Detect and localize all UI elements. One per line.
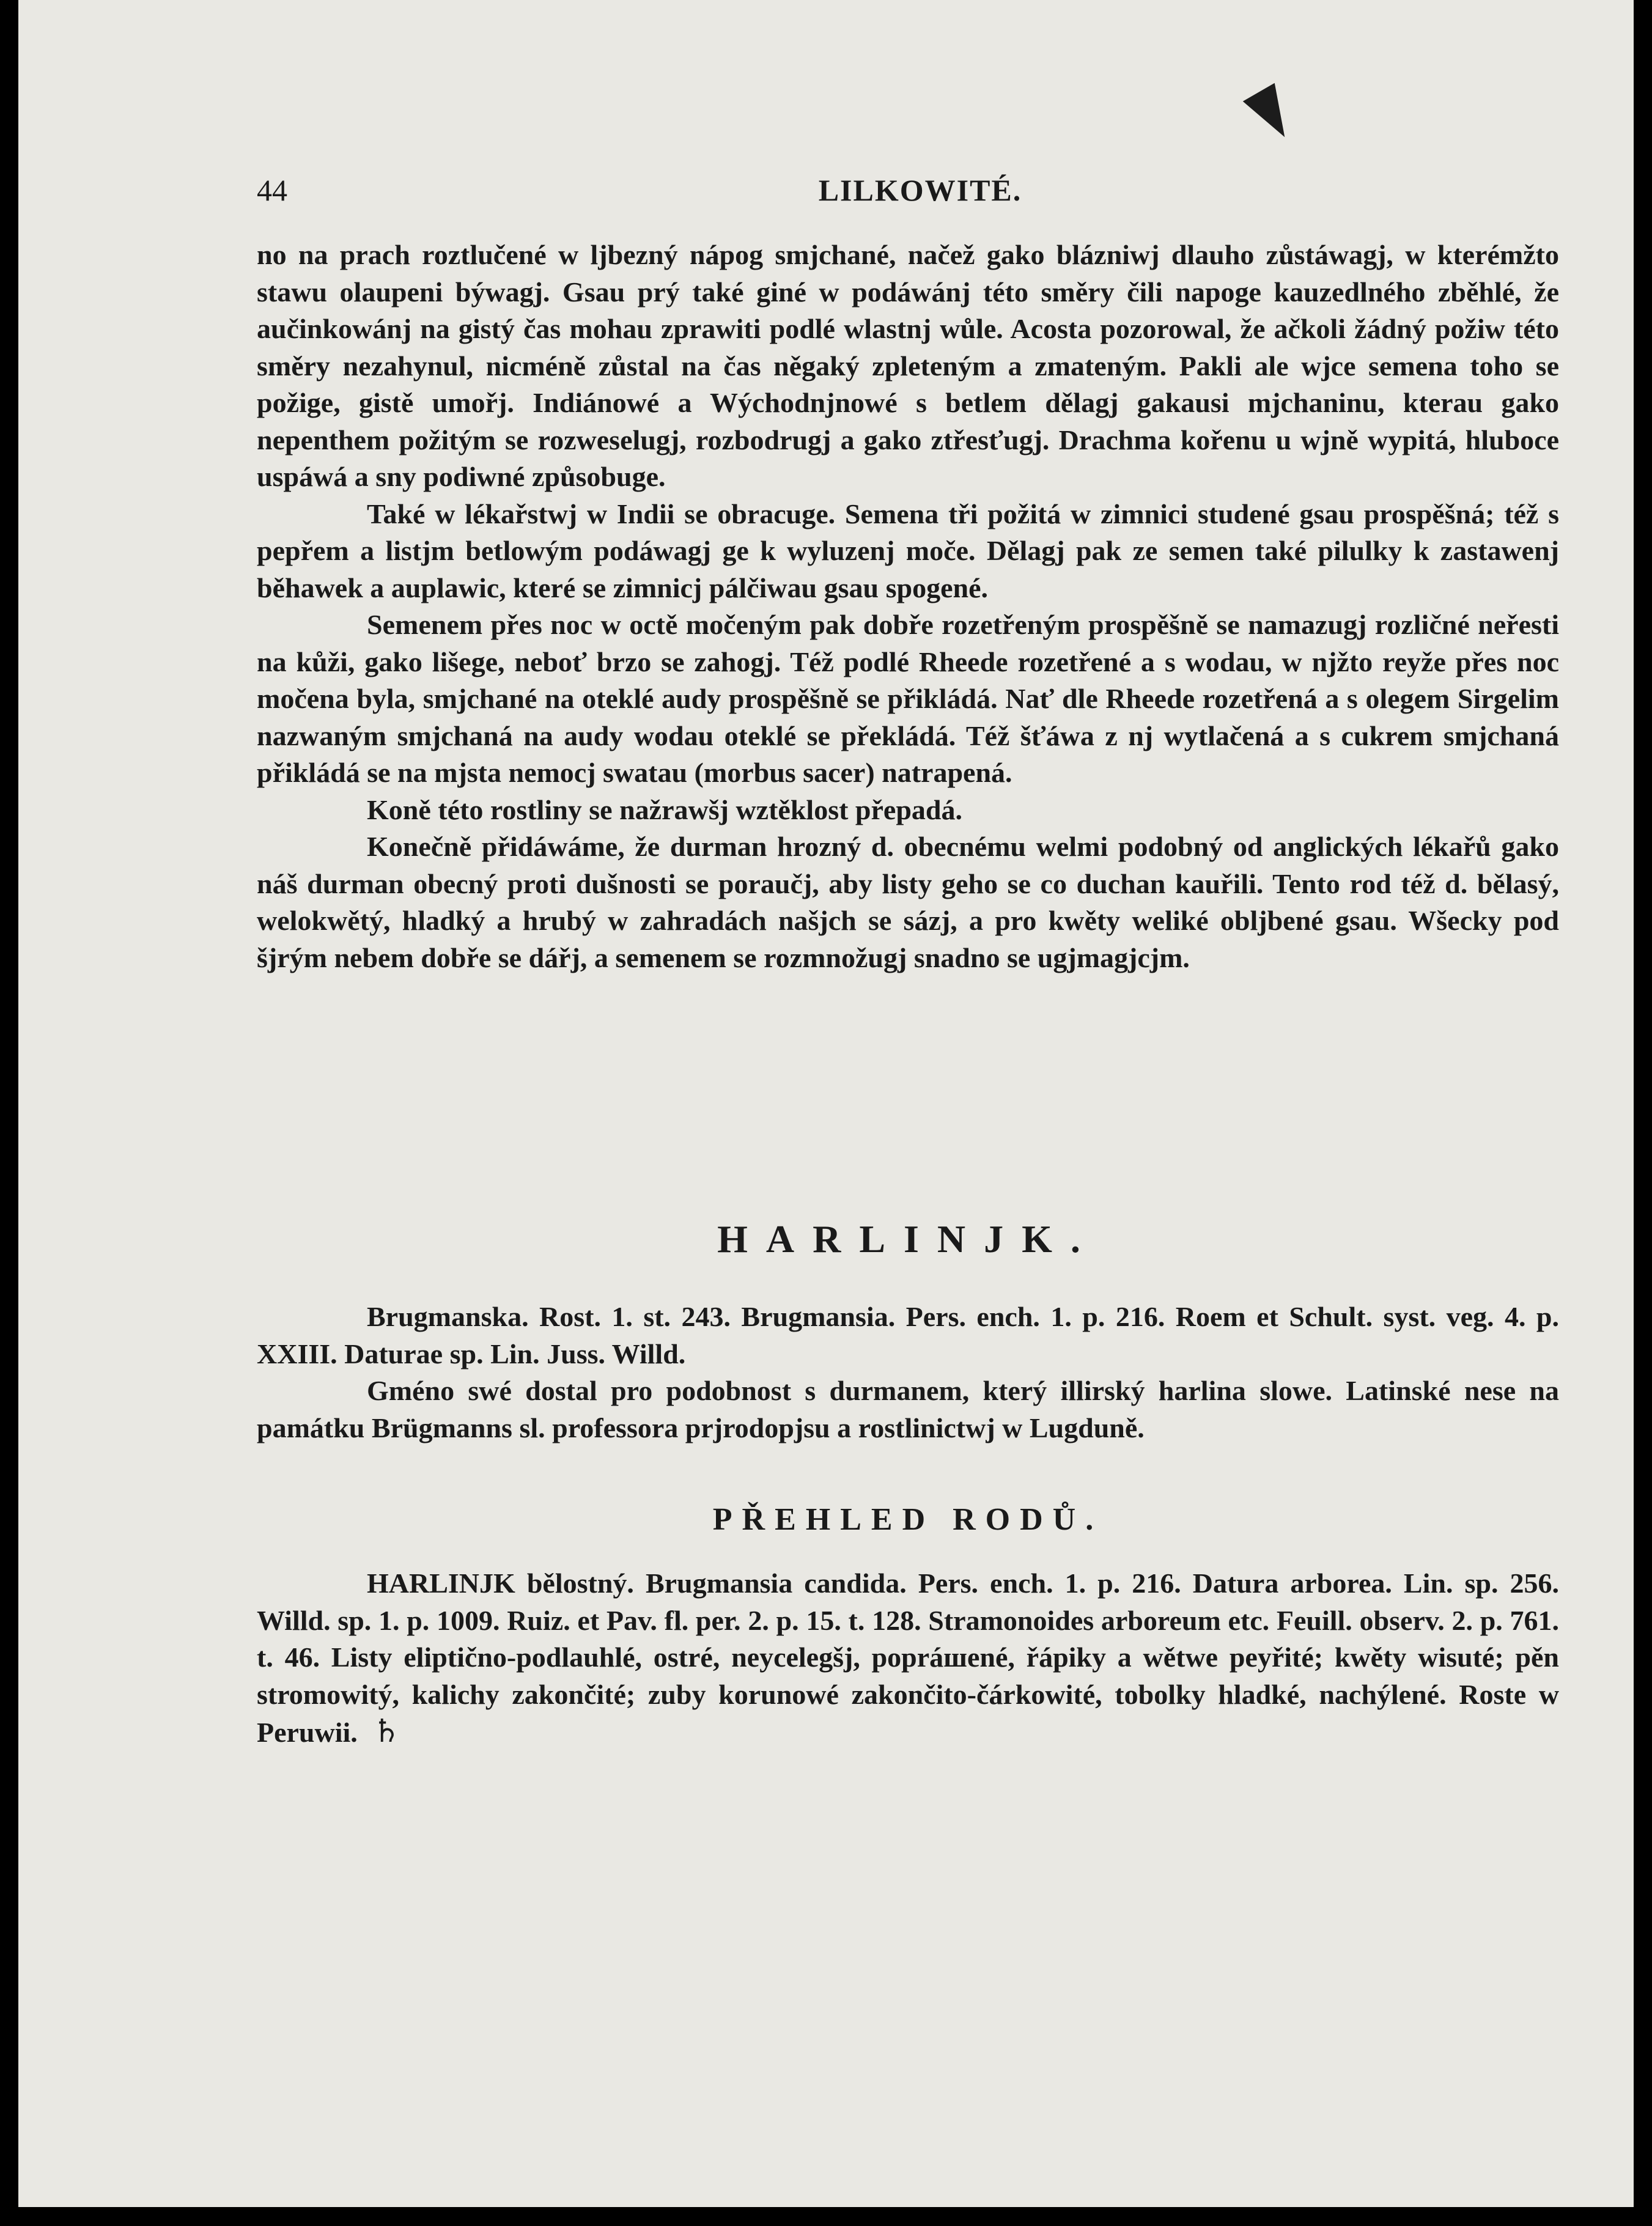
- body-text-top: [257, 237, 1559, 976]
- genus-title: HARLINJK.: [717, 1217, 1099, 1261]
- paragraph: [257, 1565, 1559, 1752]
- paragraph: Koně této rostliny se nažrawšj wztěklost přepadá.: [367, 794, 962, 825]
- corner-mark: [1243, 83, 1300, 147]
- body-text-bottom: [257, 1565, 1559, 1752]
- paragraph: Brugmanska. Rost. 1. st. 243. Brugmansia. Pers. ench. 1. p. 216. Roem et Schult. syst. veg. 4. p. XXIII. Daturae sp. Lin. Juss. Willd.: [257, 1301, 1559, 1369]
- running-head: LILKOWITÉ.: [818, 173, 1022, 207]
- page-number: 44: [257, 173, 287, 207]
- page-header: [257, 172, 1584, 215]
- paragraph: Gméno swé dostal pro podobnost s durmanem, který illirský harlina slowe. Latinské nese na památku Brügmanns sl. professora prjrodopjsu a rostlinictwj w Lugduně.: [257, 1375, 1559, 1443]
- body-text-mid: [257, 1299, 1559, 1447]
- paragraph: Semenem přes noc w octě močeným pak dobře rozetřeným prospěšně se namazugj rozličné neřesti na kůži, gako lišege, neboť brzo se zahogj. Též podlé Rheede rozetřené a s wodau, w njžto reyže přes noc močena byla, smjchané na oteklé audy prospěšně se přikládá. Nať dle Rheede rozetřená a s olegem Sirgelim nazwaným smjchaná na audy wodau oteklé se překládá. Též šťáwa z nj wytlačená a s cukrem smjchaná přikládá se na mjsta nemocj swatau (morbus sacer) natrapená.: [257, 609, 1559, 788]
- paragraph-text: HARLINJK bělostný. Brugmansia candida. Pers. ench. 1. p. 216. Datura arborea. Lin. sp. 256. Willd. sp. 1. p. 1009. Ruiz. et Pav. fl. per. 2. p. 15. t. 128. Stramonoides arboreum etc. Feuill. observ. 2. p. 761. t. 46. Listy eliptično-podlauhlé, ostré, neycelegšj, popráшené, řápiky a wětwe peyřité; kwěty wisuté; pěn stromowitý, kalichy zakončité; zuby korunowé zakončito-čárkowité, tobolky hladké, nachýlené. Roste w Peruwii.: [257, 1568, 1559, 1748]
- saturn-symbol-icon: ♄: [372, 1713, 401, 1750]
- paragraph: Konečně přidáwáme, že durman hrozný d. obecnému welmi podobný od anglických lékařů gako náš durman obecný proti dušnosti se poraučj, aby listy geho se co duchan kauřili. Tento rod též d. bělasý, welokwětý, hladký a hrubý w zahradách našjch se sázj, a pro kwěty weliké obljbené gsau. Wšecky pod šjrým nebem dobře se dářj, a semenem se rozmnožugj snadno se ugjmagjcjm.: [257, 831, 1559, 973]
- book-page: [18, 0, 1634, 2207]
- paragraph: no na prach roztlučené w ljbezný nápog smjchané, načež gako blázniwj dlauho zůstáwagj, w kterémžto stawu olaupeni býwagj. Gsau prý také giné w podáwánj této směry čili napoge kauzedlného zběhlé, že aučinkowánj na gistý čas mohau zprawiti podlé wlastnj wůle. Acosta pozorowal, že ačkoli žádný požiw této směry nezahynul, nicméně zůstal na čas něgaký zpleteným a zmateným. Pakli ale wjce semena toho se požige, gistě umořj. Indiánowé a Wýchodnjnowé s betlem dělagj gakausi mjchaninu, kterau gako nepenthem požitým se rozweselugj, rozbodrugj a gako ztřesťugj. Drachma kořenu u wjně wypitá, hlubocе uspáwá a sny podiwné způsobuge.: [257, 239, 1559, 492]
- section-title: PŘEHLED RODŮ.: [712, 1502, 1104, 1537]
- paragraph: Také w lékařstwj w Indii se obracuge. Semena tři požitá w zimnici studené gsau prospěšná; též s pepřem a listjm betlowým podáwagj ge k wyluzenj moče. Dělagj pak ze semen také pilulky k zastawenj běhawek a auplawic, které se zimnicj pálčiwau gsau spogené.: [257, 498, 1559, 603]
